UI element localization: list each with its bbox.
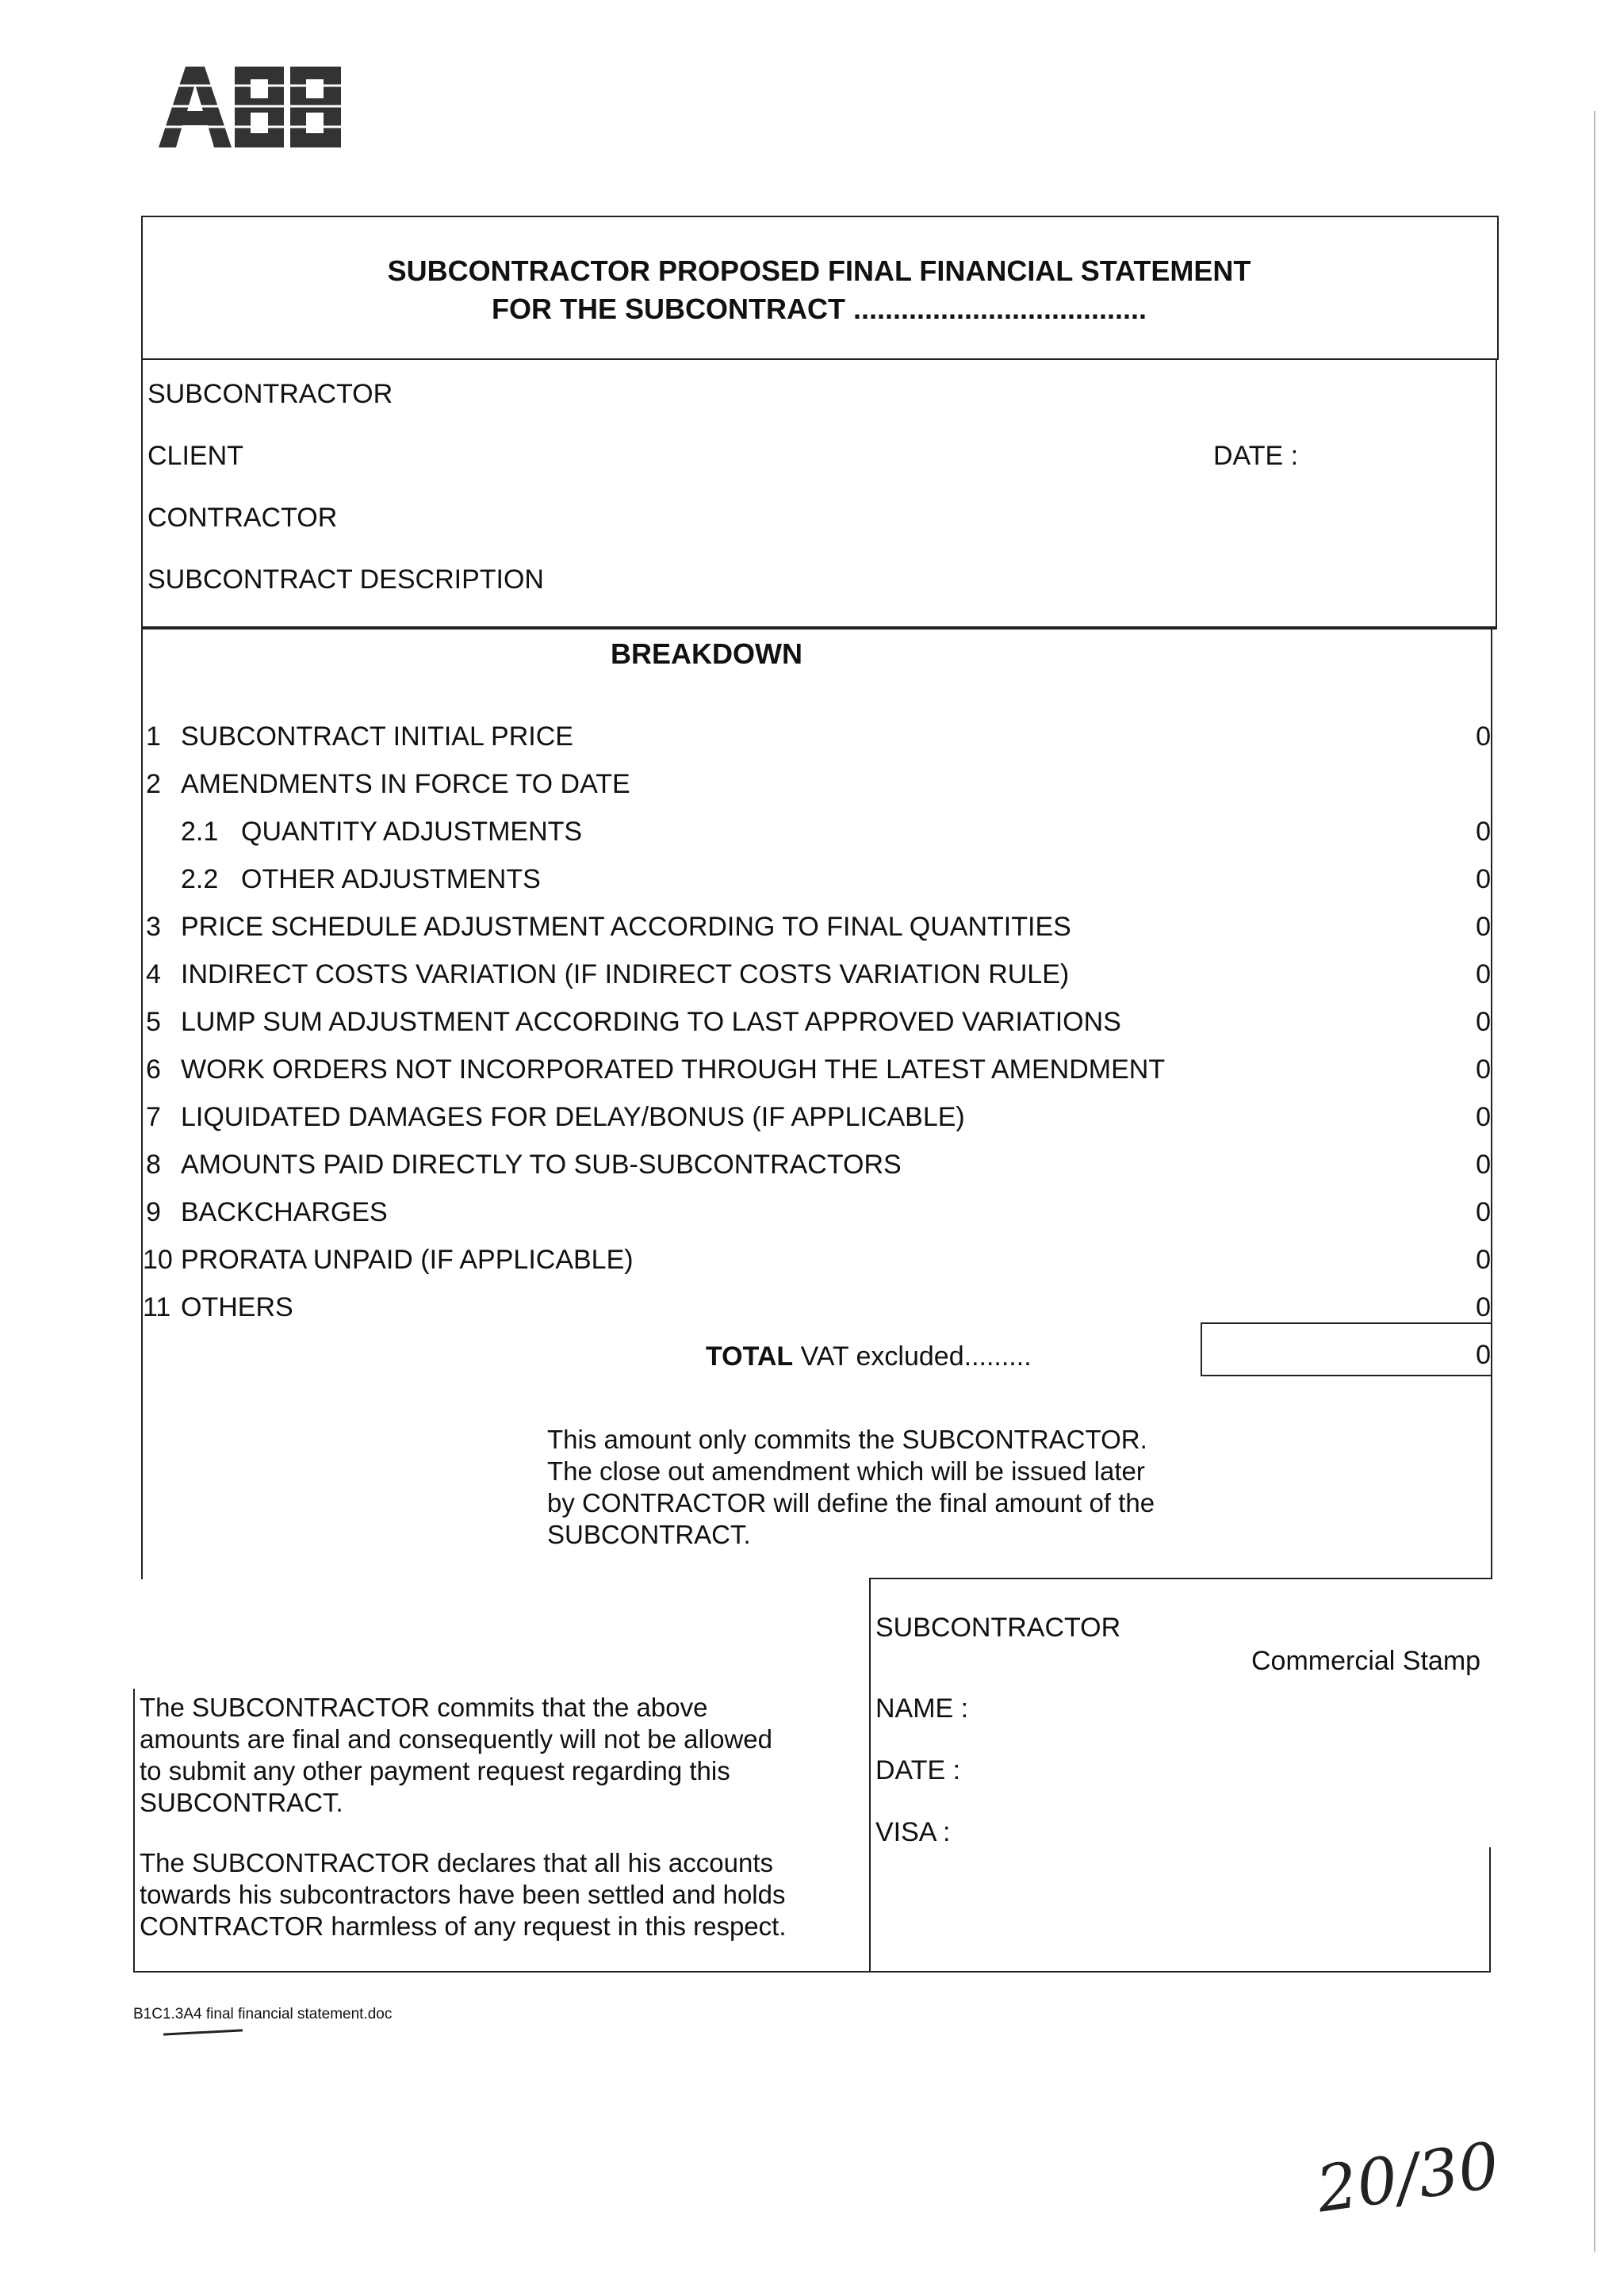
- signature-name-field[interactable]: NAME :: [875, 1693, 969, 1724]
- item-number: 9: [146, 1197, 161, 1227]
- item-value: 0: [1476, 1150, 1491, 1180]
- item-value: 0: [1476, 959, 1491, 989]
- subcontract-description-label: SUBCONTRACT DESCRIPTION: [147, 564, 544, 595]
- item-number: 6: [146, 1054, 161, 1085]
- commit-note: This amount only commits the SUBCONTRACTOR. The close out amendment which will be issued later by CONTRACTOR will define the final amount of the SUBCONTRACT.: [547, 1425, 1155, 1549]
- item-value: 0: [1476, 912, 1491, 942]
- item-label: AMENDMENTS IN FORCE TO DATE: [181, 769, 630, 799]
- client-label: CLIENT: [147, 441, 243, 471]
- document-subtitle: FOR THE SUBCONTRACT .....................................: [491, 293, 1147, 325]
- item-number: 5: [146, 1007, 161, 1037]
- signature-visa-field[interactable]: VISA :: [875, 1817, 951, 1847]
- item-number: 2: [146, 769, 161, 799]
- item-value: 0: [1476, 817, 1491, 847]
- item-number: 2.2: [181, 864, 219, 894]
- item-label: PRICE SCHEDULE ADJUSTMENT ACCORDING TO FINAL QUANTITIES: [181, 912, 1071, 942]
- info-right-border: [1496, 360, 1497, 629]
- handwritten-page-note: 20/30: [1312, 2128, 1503, 2227]
- date-label: DATE :: [1213, 441, 1299, 471]
- item-label: OTHERS: [181, 1292, 293, 1322]
- abb-logo: [159, 62, 349, 151]
- item-number: 2.1: [181, 817, 219, 847]
- item-value: 0: [1476, 864, 1491, 894]
- handwritten-underline: [163, 2029, 243, 2035]
- item-label: PRORATA UNPAID (IF APPLICABLE): [181, 1245, 634, 1275]
- item-number: 7: [146, 1102, 161, 1132]
- info-bottom-border: [141, 626, 1497, 629]
- info-left-border: [141, 360, 143, 629]
- item-value: 0: [1476, 1292, 1491, 1322]
- document-title: SUBCONTRACTOR PROPOSED FINAL FINANCIAL STATEMENT: [387, 254, 1251, 287]
- signature-subcontractor-label: SUBCONTRACTOR: [875, 1613, 1121, 1643]
- item-label: BACKCHARGES: [181, 1197, 388, 1227]
- item-value: 0: [1476, 1245, 1491, 1275]
- item-label: OTHER ADJUSTMENTS: [241, 864, 541, 894]
- signature-date-field[interactable]: DATE :: [875, 1755, 961, 1785]
- declaration-left-border: [133, 1689, 135, 1973]
- item-label: AMOUNTS PAID DIRECTLY TO SUB-SUBCONTRACTORS: [181, 1150, 902, 1180]
- item-number: 1: [146, 721, 161, 752]
- signature-top-border: [869, 1578, 1492, 1579]
- item-number: 11: [143, 1292, 171, 1322]
- item-label: INDIRECT COSTS VARIATION (IF INDIRECT COSTS VARIATION RULE): [181, 959, 1070, 989]
- contractor-label: CONTRACTOR: [147, 503, 338, 533]
- signature-left-border: [869, 1578, 871, 1973]
- item-value: 0: [1476, 1007, 1491, 1037]
- accounts-settled-declaration: The SUBCONTRACTOR declares that all his accounts towards his subcontractors have been settled and holds CONTRACTOR harmless of any request in this respect.: [140, 1848, 787, 1941]
- breakdown-heading: BREAKDOWN: [611, 637, 802, 670]
- item-label: LIQUIDATED DAMAGES FOR DELAY/BONUS (IF APPLICABLE): [181, 1102, 965, 1132]
- item-label: QUANTITY ADJUSTMENTS: [241, 817, 583, 847]
- commercial-stamp-label: Commercial Stamp: [1251, 1646, 1481, 1676]
- item-value: 0: [1476, 1197, 1491, 1227]
- breakdown-right-border: [1491, 629, 1492, 1579]
- total-label: TOTAL VAT excluded.........: [706, 1341, 1032, 1372]
- total-value: 0: [1476, 1340, 1491, 1370]
- item-number: 4: [146, 959, 161, 989]
- breakdown-left-border: [141, 629, 143, 1579]
- footer-filename: B1C1.3A4 final financial statement.doc: [133, 2006, 393, 2022]
- item-label: WORK ORDERS NOT INCORPORATED THROUGH THE LATEST AMENDMENT: [181, 1054, 1166, 1085]
- final-amounts-declaration: The SUBCONTRACTOR commits that the above amounts are final and consequently will not be allowed to submit any other payment request regarding this SUBCONTRACT.: [140, 1693, 772, 1817]
- item-label: SUBCONTRACT INITIAL PRICE: [181, 721, 573, 752]
- item-value: 0: [1476, 1102, 1491, 1132]
- item-number: 10: [143, 1245, 173, 1275]
- item-value: 0: [1476, 721, 1491, 752]
- item-label: LUMP SUM ADJUSTMENT ACCORDING TO LAST APPROVED VARIATIONS: [181, 1007, 1121, 1037]
- signature-right-border: [1489, 1847, 1491, 1973]
- item-number: 3: [146, 912, 161, 942]
- form-bottom-border: [133, 1971, 1491, 1973]
- item-number: 8: [146, 1150, 161, 1180]
- item-value: 0: [1476, 1054, 1491, 1085]
- subcontractor-label: SUBCONTRACTOR: [147, 379, 393, 409]
- scan-edge-line: [1594, 111, 1595, 2252]
